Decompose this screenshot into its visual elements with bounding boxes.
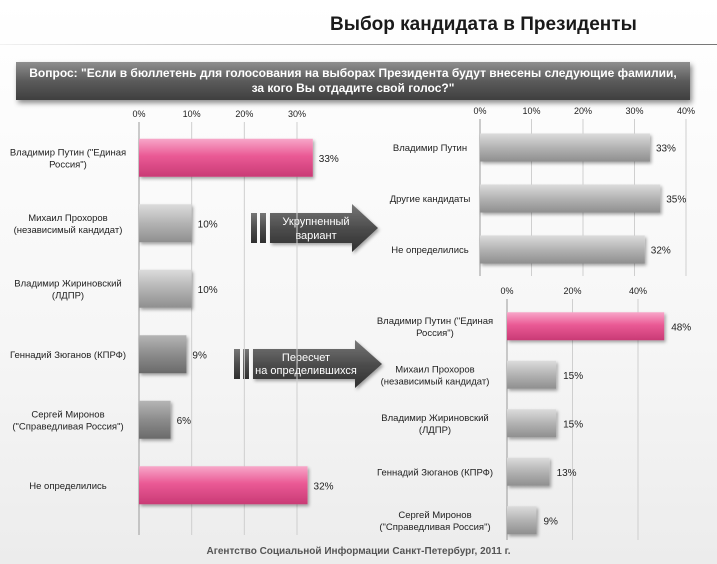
category-label: Владимир Жириновский: [14, 278, 122, 290]
bar: [139, 204, 192, 242]
chart-enlarged: [390, 106, 695, 276]
data-label: 9%: [543, 516, 558, 528]
data-label: 15%: [563, 370, 584, 382]
category-label: Михаил Прохоров: [28, 212, 108, 224]
category-label: Владимир Жириновский: [381, 412, 489, 424]
tick-label: 30%: [287, 109, 307, 119]
tick-label: 20%: [563, 286, 582, 296]
data-label: 33%: [655, 143, 676, 155]
arrow-enlarged-stripe-1: [251, 213, 257, 243]
bar: [139, 139, 313, 177]
category-label: Не определились: [29, 480, 107, 492]
data-label: 9%: [192, 350, 207, 362]
category-label: Не определились: [391, 245, 469, 256]
bar: [139, 401, 171, 439]
category-label: Россия"): [49, 159, 87, 171]
tick-label: 0%: [500, 286, 514, 296]
bar: [507, 506, 536, 534]
footer-source: Агентство Социальной Информации Санкт-Петербург, 2011 г.: [206, 546, 511, 557]
category-label: Сергей Миронов: [31, 409, 105, 421]
arrow-recalc-text-2: на определившихся: [255, 365, 357, 377]
bar: [480, 185, 660, 213]
category-label: Владимир Путин: [392, 143, 468, 154]
data-label: 33%: [318, 153, 339, 165]
category-label: Россия"): [416, 327, 454, 339]
bar: [507, 409, 556, 437]
arrow-recalc-shape: [253, 340, 382, 388]
tick-label: 10%: [522, 106, 541, 116]
data-label: 13%: [556, 467, 577, 479]
category-label: Другие кандидаты: [389, 194, 471, 205]
tick-label: 0%: [473, 106, 487, 116]
question-line-1: Вопрос: "Если в бюллетень для голосования на выборах Президента будут внесены следующие фамилии,: [29, 66, 677, 80]
category-label: Владимир Путин ("Единая: [376, 315, 494, 327]
bar: [507, 458, 550, 486]
arrow-recalc-text-1: Пересчет: [281, 352, 331, 364]
tick-label: 20%: [235, 109, 254, 119]
bar: [507, 361, 556, 389]
arrow-enlarged-shape: [270, 204, 378, 252]
bar: [139, 335, 186, 373]
category-label: ("Справедливая Россия"): [379, 521, 491, 533]
arrow-recalc-stripe-1: [234, 349, 240, 379]
data-label: 10%: [197, 219, 218, 231]
arrow-enlarged-stripe-2: [260, 213, 266, 243]
question-line-2: за кого Вы отдадите свой голос?": [251, 81, 455, 95]
bar: [139, 466, 308, 504]
tick-label: 20%: [573, 106, 593, 116]
category-label: (независимый кандидат): [13, 224, 123, 236]
bar: [507, 312, 664, 340]
bar: [480, 236, 645, 264]
category-label: (ЛДПР): [51, 290, 85, 302]
tick-label: 30%: [625, 106, 644, 116]
category-label: Геннадий Зюганов (КПРФ): [9, 349, 127, 361]
category-label: Владимир Путин ("Единая: [9, 147, 127, 159]
data-label: 35%: [666, 194, 687, 206]
chart-main: [10, 109, 339, 535]
data-label: 10%: [197, 284, 218, 296]
category-label: (ЛДПР): [418, 424, 452, 436]
chart-recalc: [377, 286, 691, 540]
arrow-enlarged-text-2: вариант: [295, 230, 337, 242]
data-label: 6%: [176, 415, 192, 427]
data-label: 48%: [671, 322, 692, 334]
bar: [480, 134, 650, 162]
category-label: Сергей Миронов: [398, 509, 472, 521]
data-label: 15%: [563, 419, 584, 431]
tick-label: 40%: [628, 286, 648, 296]
data-label: 32%: [313, 481, 334, 493]
page-title: Выбор кандидата в Президенты: [330, 14, 637, 35]
bar: [139, 270, 192, 308]
category-label: (независимый кандидат): [380, 376, 490, 388]
arrow-recalc: [234, 340, 382, 388]
tick-label: 0%: [132, 109, 146, 119]
data-label: 32%: [650, 245, 671, 257]
tick-label: 40%: [676, 106, 696, 116]
tick-label: 10%: [182, 109, 201, 119]
category-label: ("Справедливая Россия"): [12, 421, 124, 433]
arrow-enlarged-text-1: Укрупненный: [282, 216, 350, 228]
category-label: Геннадий Зюганов (КПРФ): [376, 467, 494, 479]
arrow-enlarged: [251, 204, 378, 252]
category-label: Михаил Прохоров: [395, 364, 475, 376]
